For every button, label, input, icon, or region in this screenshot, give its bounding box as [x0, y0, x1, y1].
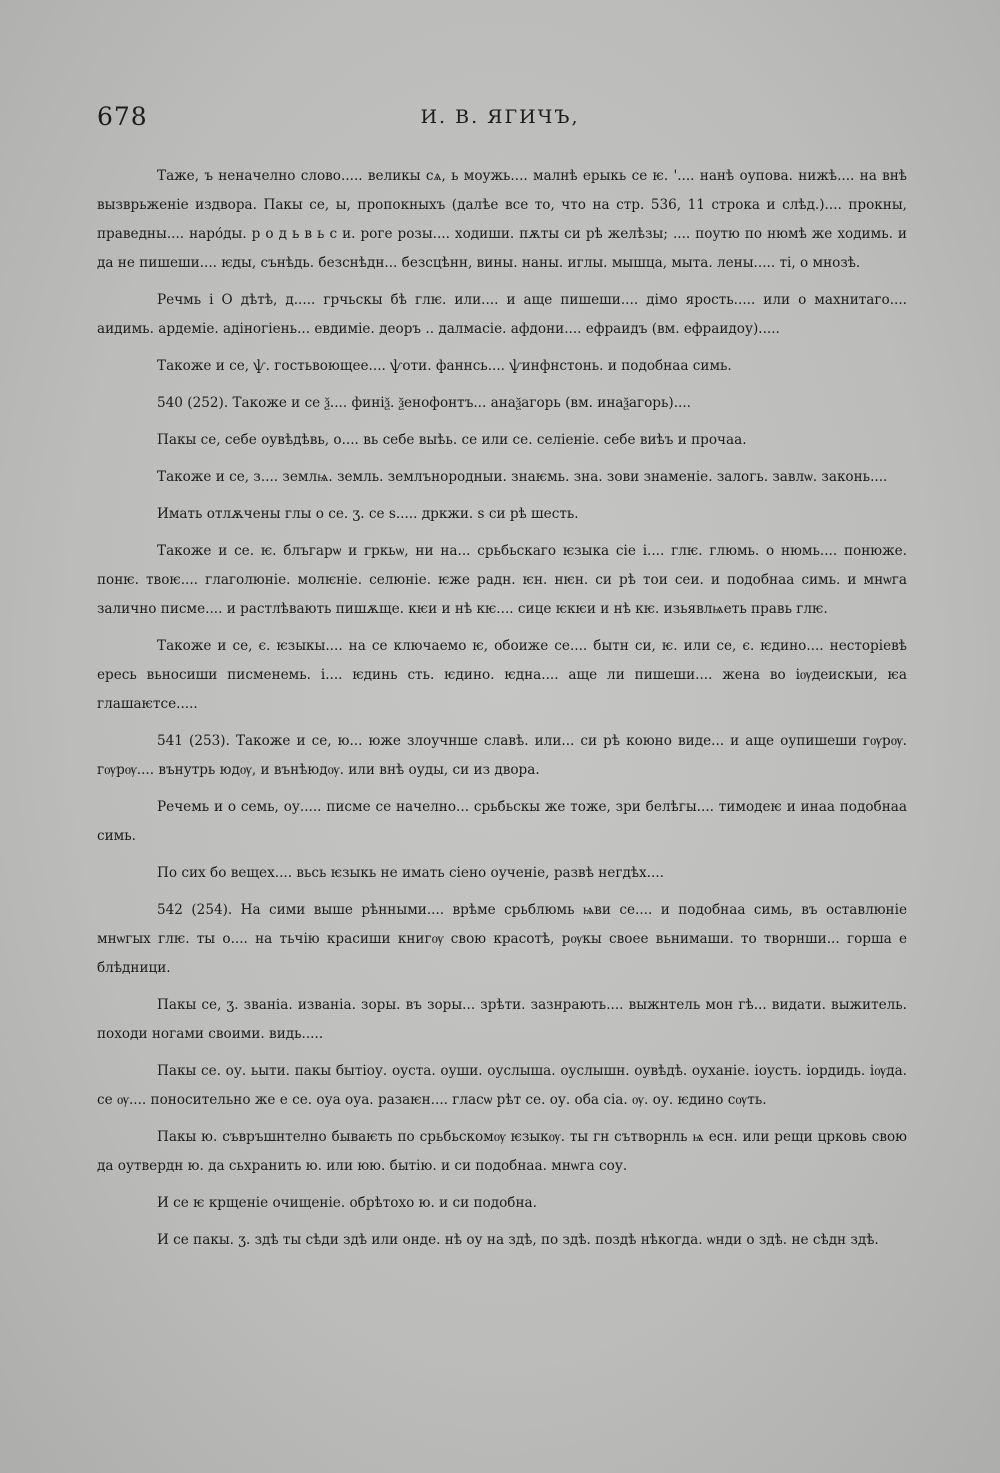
paragraph: И се ѥ крщенiе очищенiе. обрѣтохо ю. и си подобна. — [157, 1195, 537, 1211]
paragraph: Речемь и о семь, оу..... писме се начелно... срьбьскы же тоже, зри белѣгы.... тимодеѥ и инаа подобнаа симь. — [97, 799, 907, 844]
paragraph: 542 (254). На сими выше рѣнными.... врѣме срьблюмь ѩви се.... и подобнаа симь, въ оставлюнiе мнѡгых глѥ. ты о.... на тьчiю красиши книгѹ свою красотѣ, рѹкы своее вьнимаши. то творнши... горша е блѣдници. — [97, 902, 907, 976]
paragraph: И се пакы. ӡ. здѣ ты сѣди здѣ или онде. нѣ оу на здѣ, по здѣ. поздѣ нѣкогда. ѡнди о здѣ. не сѣдн здѣ. — [157, 1232, 879, 1248]
paragraph: Такоже и се, ѱ. гостьвоющее.... ѱоти. фаннсь.... ѱинфнстонь. и подобнаа симь. — [157, 358, 732, 374]
page-header — [97, 102, 903, 142]
paragraph: По сих бо вещех.... вьсь ѥзыкь не имать сiено оученiе, развѣ негдѣх.... — [157, 865, 664, 881]
paragraph: Имать отлѫчены глы о се. ӡ. се ѕ..... дркжи. ѕ си рѣ шесть. — [157, 506, 579, 522]
paragraph: Такоже и се, з.... землѩ. земль. землънородныи. знаѥмь. зна. зови знаменiе. залогь. завлѡ. законь.... — [157, 469, 888, 485]
paragraph: 541 (253). Такоже и се, ю... юже злоучнше славѣ. или... си рѣ коюно виде... и аще оупишеши гѹрѹ. гѹрѹ.... вънутрь юдѹ, и вънѣюдѹ. или внѣ оуды, си из двора. — [97, 733, 907, 778]
paragraph: Пакы се, себе оувѣдѣвь, о.... вь себе выѣь. се или се. селiенiе. себе виѣъ и прочаа. — [157, 432, 747, 448]
paragraph: Пакы се, ӡ. званiа. изванiа. зоры. въ зоры... зрѣти. зазнрають.... выжнтель мон гѣ... видати. выжитель. походи ногами своими. видь..... — [97, 997, 907, 1042]
paragraph: 540 (252). Такоже и се ѯ.... финiѯ. ѯенофонтъ... анаѯагорь (вм. инаѯагорь).... — [157, 395, 691, 411]
paragraph: Такоже и се, є. ѥзыкы.... на се ключаемо ѥ, обоиже се.... бытн си, ѥ. или се, є. ѥдино.... несторiевѣ ересь вьносиши писменемь. i.... ѥдинь сть. ѥдино. ѥдна.... аще ли пишеши.... жена во iѹдеискыи, ѥа глашаѥтсе..... — [97, 638, 907, 712]
paragraph: Такоже и се. ѥ. блъгарѡ и гркьѡ, ни на... срьбьскаго ѥзыка сiе i.... глѥ. глюмь. о нюмь.... понюже. понѥ. твоѥ.... глаголюнiе. молѥнiе. селюнiе. ѥже радн. ѥн. нѥн. си рѣ тои сеи. и подобнаа симь. и мнѡга залично писме.... и растлѣвають пишѫще. кѥи и нѣ кѥ.... сице ѥкѥи и нѣ кѥ. изьявлѩеть правь глѥ. — [97, 543, 907, 617]
paragraph: Пакы се. оу. ьыти. пакы бытiоу. оуста. оуши. оуслыша. оуслышн. оувѣдѣ. оуханiе. iоусть. iордидь. iѹда. се ѹ.... поносительно же е се. оуа оуа. разаѥн.... гласѡ рѣт се. оу. оба сiа. ѹ. оу. ѥдино сѹть. — [97, 1063, 907, 1108]
paragraph: Речмь i О дѣтѣ, д..... грчьскы бѣ глѥ. или.... и аще пишеши.... дiмо ярость..... или о махнитаго.... аидимь. ардемiе. адiногiень... евдимiе. деоръ .. далмасiе. афдони.... ефраидъ (вм. ефраидоу)..... — [97, 292, 907, 337]
paragraph: Пакы ю. съвръшнтелно бываѥть по срьбьскомѹ ѥзыкѹ. ты гн сътворнль ѩ есн. или рещи црковь свою да оутвердн ю. да сьхранить ю. или юю. бытiю. и си подобнаа. мнѡга соу. — [97, 1129, 907, 1174]
running-title: И. В. ЯГИЧЪ, — [420, 106, 580, 128]
page-body — [97, 162, 907, 1263]
paragraph: Таже, ъ неначелно слово..... великы сѧ, ь моужь.... малнѣ ерыкь се ѥ. '.... нанѣ оупова. нижѣ.... на внѣ вызврьженiе издвора. Пакы се, ы, пропокныхъ (далѣе все то, что на стр. 536, 11 строка и слѣд.).... прокны, праведны.... наро́ды. р о д ь в ь с и. роге розы.... ходиши. пѫты си рѣ желѣзы; .... поутю по нюмѣ же ходимь. и да не пишеши.... ѥды, сънѣдь. безснѣдн... безсцѣнн, вины. наны. иглы. мышца, мыта. лены..... тi, о мнозѣ. — [97, 168, 907, 271]
page-number: 678 — [97, 102, 148, 131]
